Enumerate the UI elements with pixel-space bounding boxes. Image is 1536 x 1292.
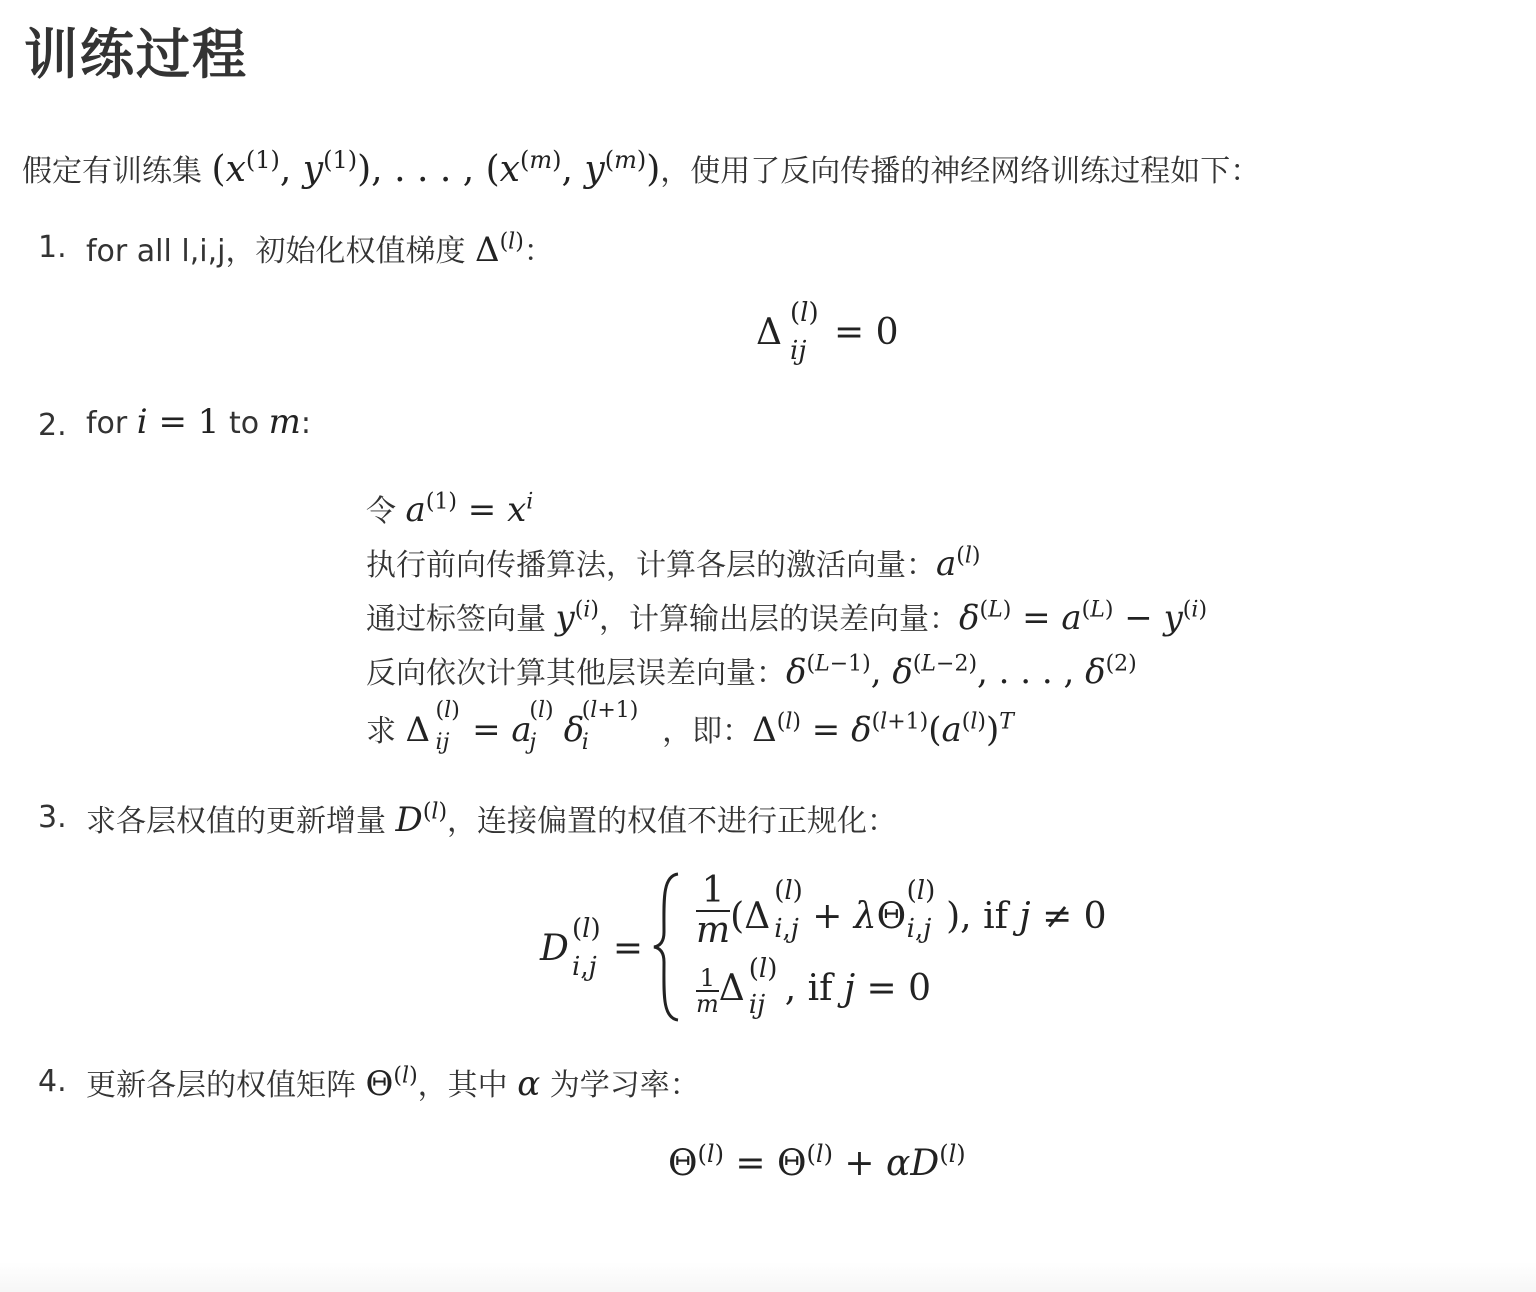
algo-line-3-math2: $\delta^{(L)} = a^{(L)} - y^{(i)}$: [959, 597, 1208, 638]
step-4-where: ，其中: [417, 1068, 508, 1103]
algo-line-1: [366, 486, 533, 530]
piecewise-brace: [652, 872, 682, 1022]
step-2-m: m: [268, 402, 301, 442]
piecewise-case-2: $\frac{1}{m}$ Δ (l) ij , if j = 0: [696, 954, 932, 1020]
step-4-theta-math: $\Theta^{(l)}$: [365, 1063, 418, 1104]
step-3-D-math: $D^{(l)}$: [395, 799, 448, 840]
algo-line-4-text: 反向依次计算其他层误差向量：: [366, 656, 786, 691]
algo-line-1-math: $a^{(1)} = x^i$: [405, 489, 534, 530]
step-1-label: for all l,i,j，初始化权值梯度: [86, 234, 466, 269]
algo-line-2-text: 执行前向传播算法，计算各层的激活向量：: [366, 548, 936, 583]
step-1-colon: ：: [523, 234, 554, 269]
algo-line-2-math: $a^{(l)}$: [936, 543, 981, 584]
step-4-number: 4.: [38, 1064, 67, 1099]
algo-line-3: [366, 594, 1207, 638]
step-2-for: for: [86, 406, 128, 441]
algo-line-3-text: 通过标签向量: [366, 602, 546, 637]
algo-line-5-math: Δ (l) ij = a (l) j δ (l+1) i: [405, 698, 639, 755]
intro-paragraph: [22, 146, 1260, 190]
algo-line-3-math: $y^{(i)}$: [555, 597, 599, 638]
step-4-formula: $\Theta^{(l)} = \Theta^{(l)} + \alpha D^{(l)}$: [668, 1140, 966, 1184]
intro-prefix: 假定有训练集: [22, 154, 202, 189]
step-2-text: [86, 402, 311, 442]
intro-suffix: ，使用了反向传播的神经网络训练过程如下：: [660, 154, 1261, 189]
step-4-label: 更新各层的权值矩阵: [86, 1068, 356, 1103]
step-1-delta-math: $\Delta^{(l)}$: [475, 229, 524, 270]
page-title: 训练过程: [24, 23, 248, 86]
step-2-i-eq-1: i = 1: [136, 402, 220, 442]
step-4-suffix: 为学习率：: [549, 1068, 700, 1103]
algo-line-5: [366, 698, 1014, 755]
algo-line-4-math: $\delta^{(L-1)}$, $\delta^{(L-2)}$, . . . , $\delta^{(2)}$: [786, 651, 1137, 692]
step-1-text: [86, 226, 554, 270]
step-1-formula: Δ (l) ij = 0: [756, 298, 899, 366]
step-4-alpha: α: [517, 1064, 541, 1104]
algo-line-3-text2: ，计算输出层的误差向量：: [599, 602, 959, 637]
step-3-number: 3.: [38, 800, 67, 835]
step-2-colon: :: [300, 406, 311, 441]
bottom-fade: [0, 1262, 1536, 1292]
piecewise-lhs: D (l) i,j =: [540, 914, 644, 982]
algo-line-5-text: 求: [366, 714, 396, 749]
step-3-text: [86, 796, 897, 840]
step-2-to: to: [228, 406, 260, 441]
intro-dataset-render: ($x^{(1)}$, $y^{(1)}$), . . . , ($x^{(m)}$, $y^{(m)}$): [211, 146, 661, 190]
algo-line-4: [366, 648, 1137, 692]
algo-line-2: [366, 540, 981, 584]
algo-line-5-text2: ，即：: [662, 714, 753, 749]
algo-line-1-text: 令: [366, 494, 396, 529]
step-2-number: 2.: [38, 408, 67, 443]
algo-line-5-math2: $\Delta^{(l)} = \delta^{(l+1)}(a^{(l)})^T$: [752, 709, 1014, 750]
step-3-suffix: ，连接偏置的权值不进行正规化：: [447, 804, 898, 839]
step-3-label: 求各层权值的更新增量: [86, 804, 386, 839]
piecewise-case-1: $\frac{1}{m}$ (Δ (l) i,j + λΘ (l) i,j ), if j ≠ 0: [696, 870, 1107, 951]
step-4-text: [86, 1060, 700, 1104]
step-1-number: 1.: [38, 230, 67, 265]
